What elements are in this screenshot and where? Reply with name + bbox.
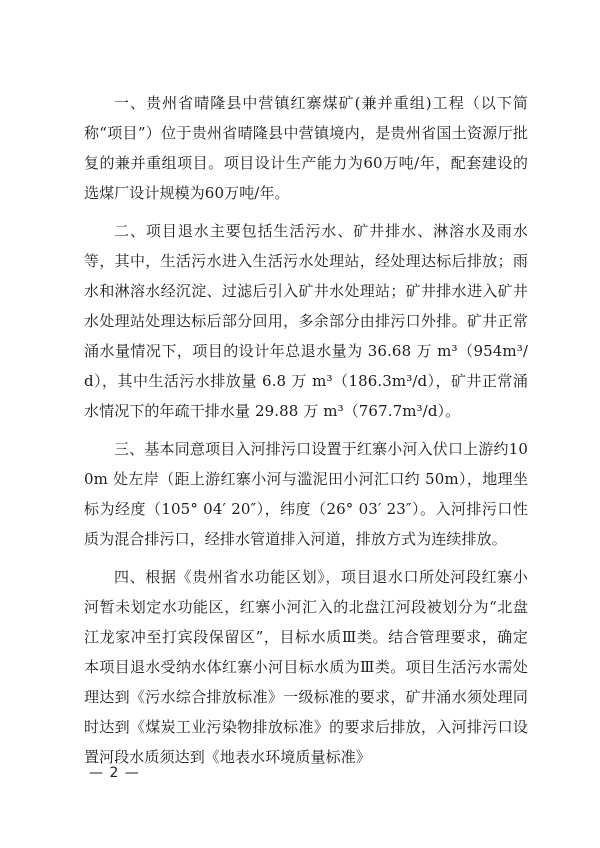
document-body xyxy=(84,88,528,780)
paragraph-3: 三、基本同意项目入河排污口设置于红寨小河入伏口上游约100m 处左岸（距上游红寨小河与滥泥田小河汇口约 50m），地理坐标为经度（105° 04′ 20″），纬度（26° 03′ 23″）。入河排污口性质为混合排污口，经排水管道排入河道，排放方式为连续排放。 xyxy=(84,440,528,548)
paragraph-2: 二、项目退水主要包括生活污水、矿井排水、淋溶水及雨水等，其中，生活污水进入生活污水处理站，经处理达标后排放；雨水和淋溶水经沉淀、过滤后引入矿井水处理站；矿井排水进入矿井水处理站处理达标后部分回用，多余部分由排污口外排。矿井正常涌水量情况下，项目的设计年总退水量为 36.68 万 m³（954m³/d），其中生活污水排放量 6.8 万 m³（186.3m³/d），矿井正常涌水情况下的年疏干排水量 29.88 万 m³（767.7m³/d）。 xyxy=(84,222,528,420)
page-number: — 2 — xyxy=(89,765,140,781)
paragraph-4: 四、根据《贵州省水功能区划》，项目退水口所处河段红寨小河暂未划定水功能区，红寨小河汇入的北盘江河段被划分为“北盘江龙家冲至打宾段保留区”，目标水质Ⅲ类。结合管理要求，确定本项目退水受纳水体红寨小河目标水质为Ⅲ类。项目生活污水需处理达到《污水综合排放标准》一级标准的要求，矿井涌水须处理同时达到《煤炭工业污染物排放标准》的要求后排放，入河排污口设置河段水质须达到《地表水环境质量标准》 xyxy=(84,568,528,766)
paragraph-1: 一、贵州省晴隆县中营镇红寨煤矿(兼并重组)工程（以下简称“项目”）位于贵州省晴隆县中营镇境内，是贵州省国土资源厅批复的兼并重组项目。项目设计生产能力为60万吨/年，配套建设的选煤厂设计规模为60万吨/年。 xyxy=(84,94,528,202)
